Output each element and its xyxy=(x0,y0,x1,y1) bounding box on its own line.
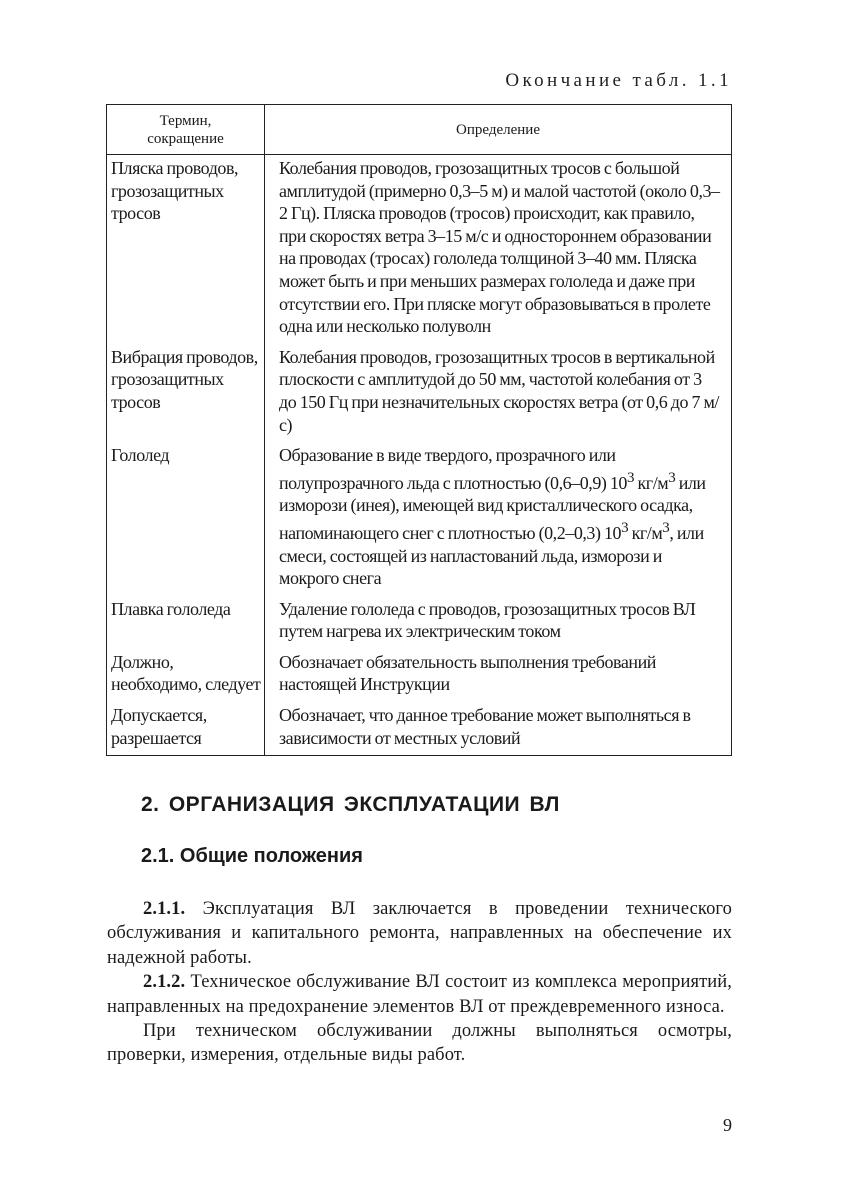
definition-text: кг/м xyxy=(628,522,663,543)
definition-cell: Обозначает, что данное требование может выполняться в зависимости от местных условий xyxy=(265,702,732,756)
superscript-exponent: 3 xyxy=(626,469,635,486)
body-text xyxy=(107,897,732,1068)
definition-text: или изморози (инея), имеющей вид кристаллического осадка, напоминающего снег с плотностью (0,2–0,3) 10 xyxy=(279,472,706,543)
superscript-exponent: 3 xyxy=(662,519,670,536)
table-row xyxy=(107,442,732,596)
definition-cell: Колебания проводов, грозозащитных тросов в вертикальной плоскости с амплитудой до 50 мм, частотой колебания от 3 до 150 Гц при незначительных скоростях ветра (от 0,6 до 7 м/с) xyxy=(265,344,732,442)
definition-cell: Колебания проводов, грозозащитных тросов с большой амплитудой (примерно 0,3–5 м) и малой частотой (около 0,3–2 Гц). Пляска проводов (тросов) происходит, как правило, при скоростях ветра 3–15 м/с и одностороннем образовании на проводах (тросах) гололеда толщиной 3–40 мм. Пляска может быть и при меньших размерах гололеда и даже при отсутствии его. При пляске могут образовываться в пролете одна или несколько полуволн xyxy=(265,155,732,344)
subsection-title: 2.1. Общие положения xyxy=(141,845,363,867)
paragraph-text: Эксплуатация ВЛ заключается в проведении технического обслуживания и капитального ремонта, направленных на обеспечение их надежной работы. xyxy=(107,899,732,968)
definition-cell: Обозначает обязательность выполнения требований настоящей Инструкции xyxy=(265,649,732,702)
table-row xyxy=(107,596,732,649)
table-header-row xyxy=(107,105,732,155)
term-cell: Должно, необходимо, следует xyxy=(107,649,265,702)
paragraph-text: Техническое обслуживание ВЛ состоит из комплекса мероприятий, направленных на предохранение элементов ВЛ от преждевременного износа. xyxy=(107,972,732,1017)
paragraph-number: 2.1.2. xyxy=(143,972,186,993)
table-row xyxy=(107,649,732,702)
column-header-definition: Определение xyxy=(265,105,732,155)
definition-text: кг/м xyxy=(634,472,669,493)
term-cell: Плавка гололеда xyxy=(107,596,265,649)
paragraph xyxy=(107,897,732,970)
superscript-exponent: 3 xyxy=(621,519,629,536)
page-number: 9 xyxy=(723,1115,732,1135)
definition-text: , или смеси, состоящей из напластований льда, изморози и мокрого снега xyxy=(279,522,704,589)
term-cell: Допускается, разрешается xyxy=(107,702,265,756)
table-continuation-header: Окончание табл. 1.1 xyxy=(505,70,732,91)
column-header-term: Термин, сокращение xyxy=(107,105,265,155)
definition-cell xyxy=(265,442,732,596)
term-cell: Пляска проводов, грозозащитных тросов xyxy=(107,155,265,344)
paragraph-text: При техническом обслуживании должны выполняться осмотры, проверки, измерения, отдельные виды работ. xyxy=(107,1021,732,1066)
definition-text: Образование в виде твердого, прозрачного или полупрозрачного льда с плотностью (0,6–0,9) 10 xyxy=(279,445,627,493)
table-row xyxy=(107,344,732,442)
definition-cell: Удаление гололеда с проводов, грозозащитных тросов ВЛ путем нагрева их электрическим током xyxy=(265,596,732,649)
table-row xyxy=(107,155,732,344)
term-cell: Гололед xyxy=(107,442,265,596)
paragraph xyxy=(107,1019,732,1068)
section-title: 2. ОРГАНИЗАЦИЯ ЭКСПЛУАТАЦИИ ВЛ xyxy=(141,793,560,816)
superscript-exponent: 3 xyxy=(668,469,676,486)
paragraph xyxy=(107,970,732,1019)
terms-table xyxy=(106,104,732,756)
term-cell: Вибрация проводов, грозозащитных тросов xyxy=(107,344,265,442)
table-row xyxy=(107,702,732,756)
paragraph-number: 2.1.1. xyxy=(143,899,186,919)
